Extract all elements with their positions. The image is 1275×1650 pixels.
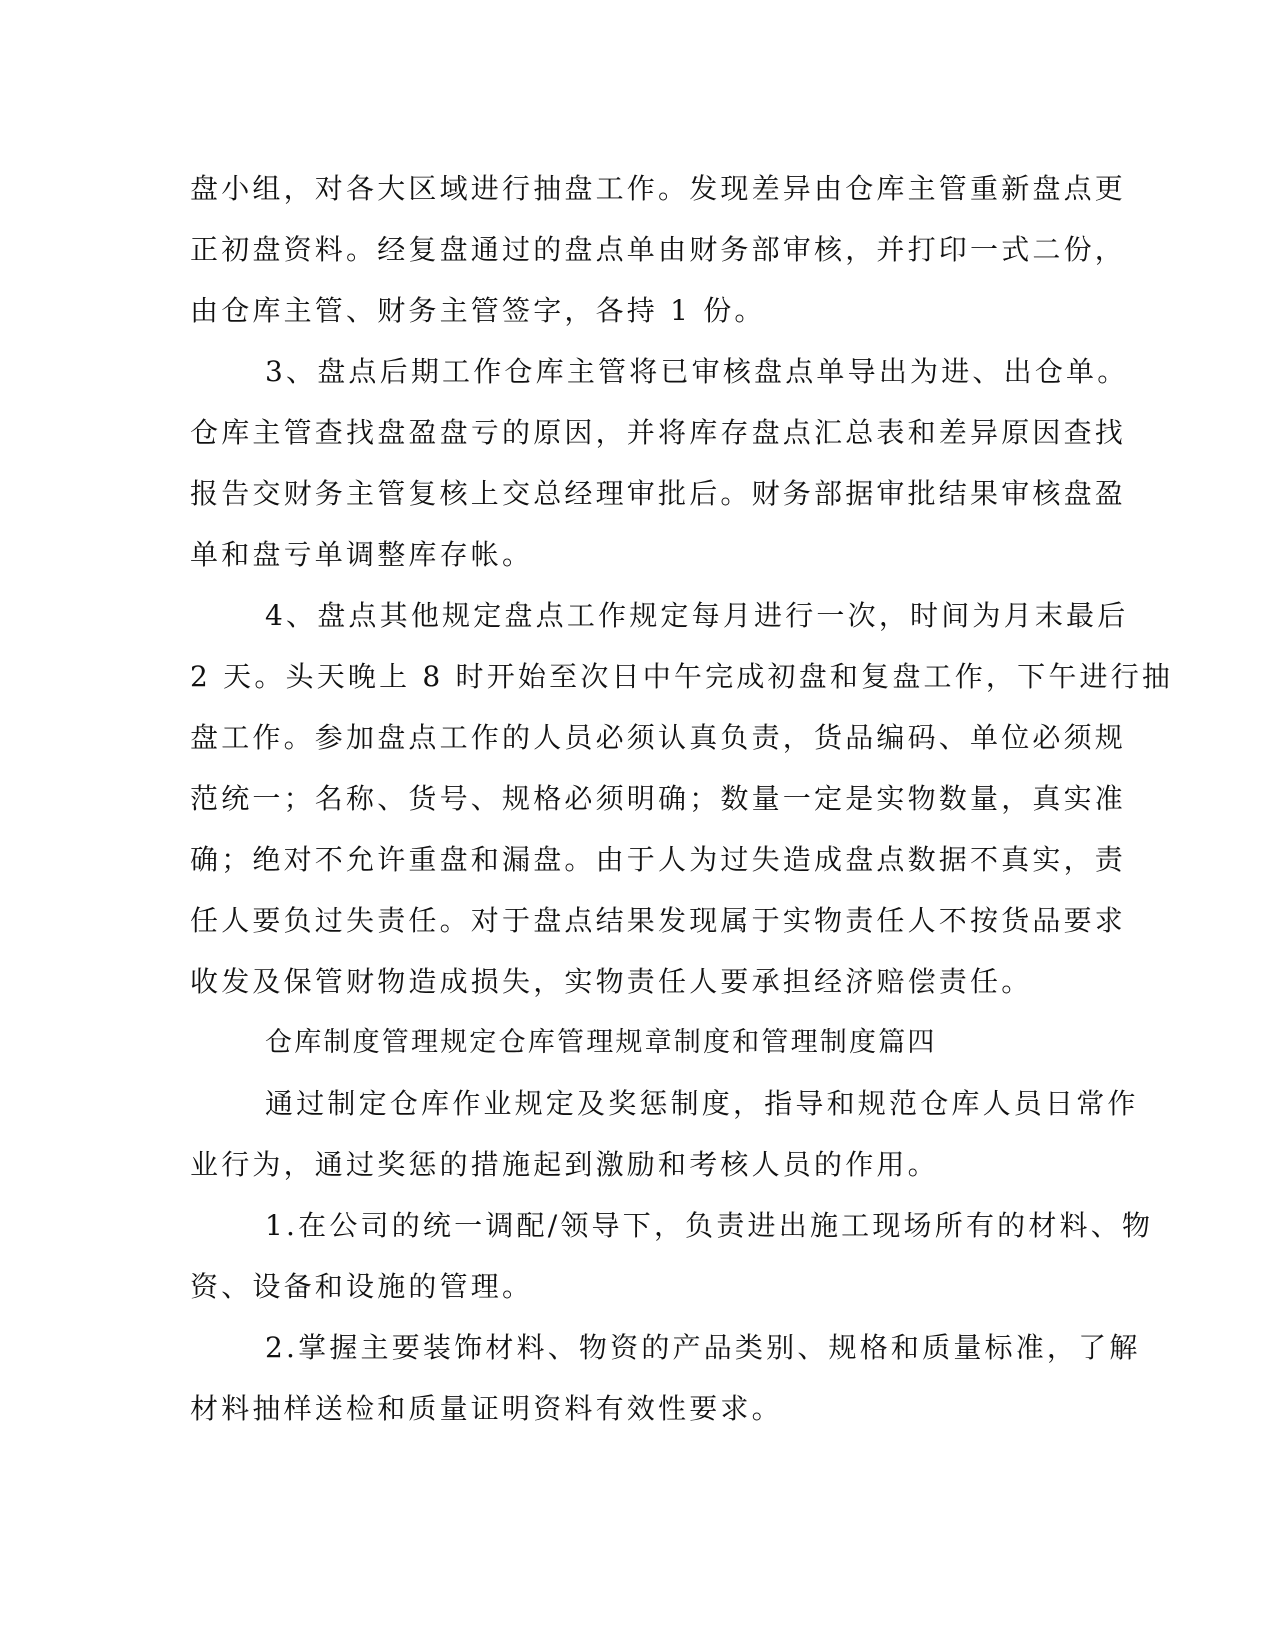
text-line-1: 盘小组，对各大区域进行抽盘工作。发现差异由仓库主管重新盘点更: [190, 172, 1127, 205]
text-line-14: 收发及保管财物造成损失，实物责任人要承担经济赔偿责任。: [190, 965, 1033, 998]
text-line-7: 单和盘亏单调整库存帐。: [190, 538, 534, 571]
item-2-start: 2.掌握主要装饰材料、物资的产品类别、规格和质量标准，了解: [265, 1331, 1141, 1364]
text-line-2: 正初盘资料。经复盘通过的盘点单由财务部审核，并打印一式二份，: [190, 233, 1127, 266]
text-line-13: 任人要负过失责任。对于盘点结果发现属于实物责任人不按货品要求: [190, 904, 1127, 937]
text-line-12: 确；绝对不允许重盘和漏盘。由于人为过失造成盘点数据不真实，责: [190, 843, 1127, 876]
paragraph-3-start: 3、盘点后期工作仓库主管将已审核盘点单导出为进、出仓单。: [265, 355, 1129, 388]
text-line-19: 资、设备和设施的管理。: [190, 1270, 534, 1303]
item-1-start: 1.在公司的统一调配/领导下，负责进出施工现场所有的材料、物: [265, 1209, 1154, 1242]
text-line-9: 2 天。头天晚上 8 时开始至次日中午完成初盘和复盘工作，下午进行抽: [190, 660, 1174, 693]
text-line-21: 材料抽样送检和质量证明资料有效性要求。: [190, 1392, 783, 1425]
text-line-6: 报告交财务主管复核上交总经理审批后。财务部据审批结果审核盘盈: [190, 477, 1127, 510]
section-heading: 仓库制度管理规定仓库管理规章制度和管理制度篇四: [265, 1027, 937, 1058]
text-line-17: 业行为，通过奖惩的措施起到激励和考核人员的作用。: [190, 1148, 939, 1181]
text-line-10: 盘工作。参加盘点工作的人员必须认真负责，货品编码、单位必须规: [190, 721, 1127, 754]
intro-paragraph-start: 通过制定仓库作业规定及奖惩制度，指导和规范仓库人员日常作: [265, 1087, 1139, 1120]
text-line-11: 范统一；名称、货号、规格必须明确；数量一定是实物数量，真实准: [190, 782, 1127, 815]
text-line-5: 仓库主管查找盘盈盘亏的原因，并将库存盘点汇总表和差异原因查找: [190, 416, 1127, 449]
document-body: [190, 158, 1174, 1439]
paragraph-4-start: 4、盘点其他规定盘点工作规定每月进行一次，时间为月末最后: [265, 599, 1129, 632]
text-line-3: 由仓库主管、财务主管签字，各持 1 份。: [190, 294, 766, 327]
